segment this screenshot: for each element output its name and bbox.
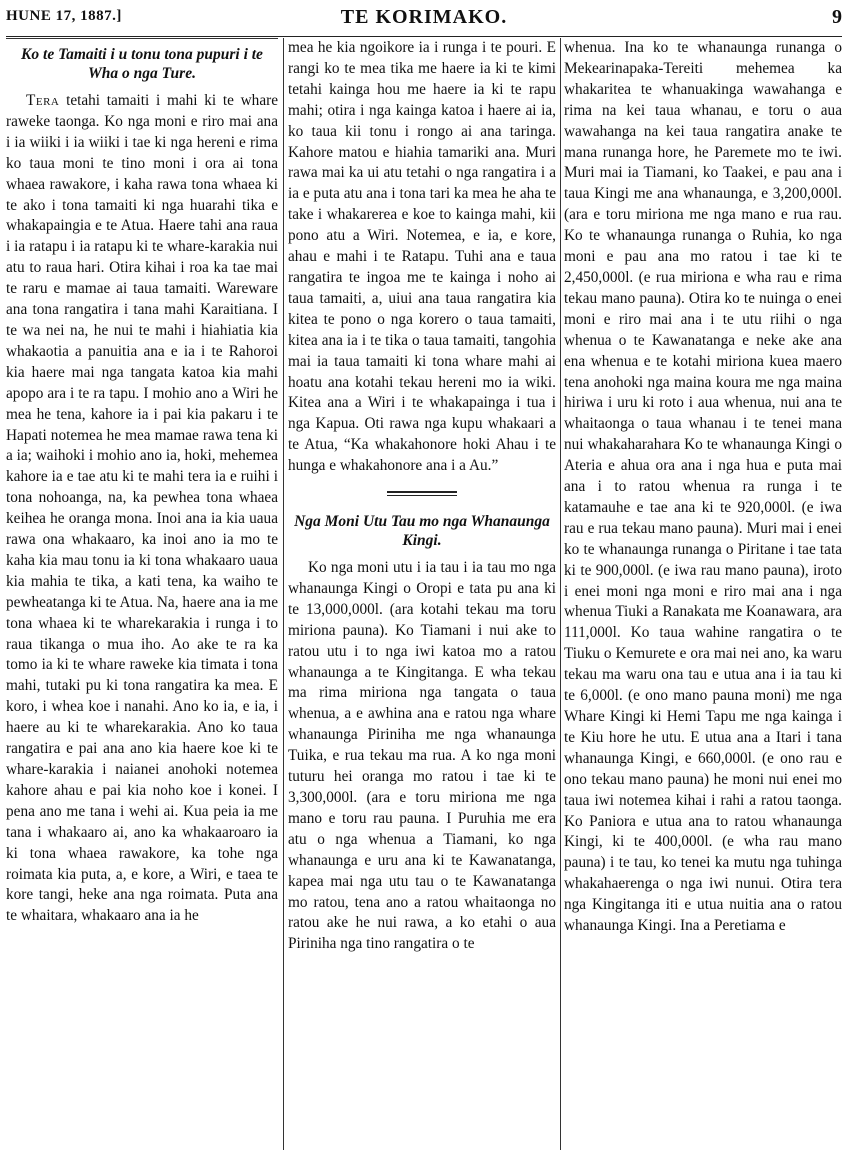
column-1 xyxy=(6,38,278,1150)
newspaper-title: TE KORIMAKO. xyxy=(340,6,508,28)
paragraph-text: tetahi tamaiti i mahi ki te whare raweke taonga. Ko nga moni e riro mai ana i ia wiiki i ia wiiki i tae ki nga hereni e rima ko taua moni te tino moni i ora ai tona whaea rawakore, i kaha rawa tona whaea ki te ako i tona tamaiti ki nga huarahi tika e whakapaingia e te Atua. Haere tahi ana raua i ia ratapu i ia ratapu ki te whare-karakia nui atu to raua hari. Otira kihai i roa ka tae mai te raru e mamae ai taua tamaiti. Wareware ana tona rangatira i tana mahi Karaitiana. I te wa nei na, he nui te mahi i hiahiatia kia whakaotia a panuitia ana e ia i te Rahoroi kia haere mai nga tangata katoa kia mahi apopo ara i te ra tapu. I mohio ano a Wiri he mea he tena, kahore ia i pai kia pakaru i te Hapati notemea he mea mamae rawa tena ki a ia; waihoki i mohio ano ia, hoki, mehemea kahore ia e tae atu ki te mahi tera ia e ruihi i tona nohoanga, na, ka pewhea tona whaea keihea he oranga mona. Inoi ana ia kia uaua rawa ona whakaaro, ka inoi ano ia mo te kaha kia mau tonu ia ki tona whakaaro uaua kia mahia te tika, a kati tena, ka waiho te pewheatanga ki te Atua. Na, haere ana ia me tona whaea ki te wharekarakia i runga i to raua tikanga o mua iho. Ao ake te ra ka tomo ia ki te whare raweke kia timata i tona mahi, tutaki pu ki tona rangatira ka mea. E koro, i whea koe i nanahi. Ano ko ia, e ia, i haere au ki te wharekarakia. Ano ko taua rangatira e pai ana ano kia haere koe ki te whare-karakia i naianei anohoki notemea kahore ahau e pai kia noho koe i konei. I pena ano me tana i wehi ai. Kua peia ia me tana i whakaaro ai, ano ka whakaaroaro ia ki tona whaea rawakore, ka tohe nga roimata kia puta, a, e kore, a Wiri, e taea te kore tangi, heke ana nga roimata. Puta ana te whaitara, whakaaro ana ia he xyxy=(6,92,278,925)
article-top-rule xyxy=(6,38,278,39)
column-3 xyxy=(564,38,842,1150)
article-paragraph: Ko nga moni utu i ia tau i ia tau mo nga whanaunga Kingi o Oropi e tata pu ana ki te 13,000,000l. (ara kotahi tekau ma toru miriona pauna). Ko Tiamani i nui ake to ratou utu i to nga iwi katoa mo a ratou whanaunga a te Kingitanga. E wha tekau ma rima miriona nga tangata o taua whenua, a e awhina ana e ratou nga whare whanaunga Piriniha me nga whanaunga Tuika, e rua tekau ma rua. A ko nga moni tuturu hei oranga mo ratou i tae ki te 3,300,000l. (ara e toru miriona me nga mano e toru rau pauna. I Puruhia me era atu o nga whenua a Tiamani, ko nga whanaunga e uru ana ki te Kawanatanga, kapea mai nga utu tau o te Kawanatanga mo ratou, tena ano a ratou whaitaonga no ratou ake he nui rawa, a ko etahi o aua Piriniha nga tino rangatira o te xyxy=(288,559,556,953)
article-title: Ko te Tamaiti i u tonu tona pupuri i te Wha o nga Ture. xyxy=(21,46,263,82)
article-paragraph xyxy=(6,91,278,927)
page-number: 9 xyxy=(832,6,842,28)
article-title: Nga Moni Utu Tau mo nga Whanaunga Kingi. xyxy=(294,513,550,550)
article-paragraph-continued: mea he kia ngoikore ia i runga i te pouri. E rangi ko te mea tika me haere ia ki te kimi tetahi kainga hou me haere ia ki te rapu mahi; otira i nga kainga katoa i haere ai ia, ko taua kii tonu i rongo ai ana taringa. Kahore matou e hiahia tamariki ana. Muri rawa mai ka ui atu tetahi o nga rangatira i a ia e puta atu ana i tona tari ka mea he aha te take i whakarerea e koe to kainga mahi, kii pono atu a Wiri. Notemea, e ia, e kore, ahau e mahi i te Ratapu. Tuhi ana e taua rangatira te ingoa me te kainga i noho ai taua tamaiti, a, uiui ana taua rangatira kia kitea te pono o nga korero o taua tamaiti, kitea ana ia i te tika o taua tamaiti, tangohia mai ia taua tamaiti ki tona whare mahi ai hoatu ana kotahi tekau hereni mo ia wiki. Kitea ana a Wiri i te whakapainga i tua i nga Kapua. Oti rawa nga kupu whakaari a te Atua, “Ka whakahonore hoki Ahau i te hunga e whakahonore ana i a Au.” xyxy=(288,39,556,475)
article-separator xyxy=(387,491,457,496)
page-header xyxy=(6,2,842,37)
column-2 xyxy=(288,38,556,1150)
drop-word: Tera xyxy=(26,92,60,109)
column-divider xyxy=(560,38,561,1150)
article-paragraph-continued: whenua. Ina ko te whanaunga runanga o Mekearinapaka-Tereiti mehemea ka whakaritea te whanuakinga wawahanga e rima na kei taua whanau, e toru o aua wawahanga na kei taua rangatira anake te mana runanga hore, he Paremete mo te iwi. Muri mai ia Tiamani, ko Taakei, e pau ana i taua Kingi me ana whanaunga, e 3,200,000l. (ara e toru miriona me nga mano e rua rau. Ko te whanaunga runanga o Ruhia, ko nga moni e pau ana mo ratou i tae ki te 2,450,000l. (e rua miriona e wha rau e rima tekau mano pauna). Otira ko te nuinga o enei moni e riro mai ana i te utu riihi o nga whenua o te Kawanatanga e neke ake ana ena whenua e te kotahi miriona kuea maero tena anohoki nga maina koura me nga maina hiriwa i uru ki roto i aua whenua, nui ana te whaitaonga o taua whanau i te tenei mana nui whakaharahara Ko te whanaunga Kingi o Ateria e ahua ora ana i nga hua e puta mai ana i to ratou whenua ra runga i te katamauhe e tae ana ki te 920,000l. (e iwa rau e rua tekau mano pauna). Muri mai i enei ko te whanaunga runanga o Piritane i tae tata ki te 900,000l. (e iwa rau mano pauna), iroto i enei moni nga moni e riro mai ana i nga whenua Tiuki a Ranakata me Koanawara, ara 111,000l. Ko taua wahine rangatira o te Tiuku o Kemurete e ora mai nei ano, ka waru tekau ma waru ona tau e utua ana i ia tau ki te 6,000l. (e ono mano pauna moni) me nga Whare Kingi ki Hemi Tapu me nga kainga i te Kiu hore he utu. E utua ana a Itari i tana whanaunga Kingi, e 660,000l. (e ono rau e ono tekau mano pauna) he moni nui enei mo taua iwi notemea kihai i rahi a ratou taonga. Ko Paniora e utua ana to ratou whanaunga Kingi, ki te 400,000l. (e wha rau mano pauna) i te tau, ko tenei ka mutu nga tuhinga whakahaerenga o nga iwi nunui. Otira tera nga Kingitanga iti e utua nuitia ana o ratou whanaunga Kingi. Ina a Peretiama e xyxy=(564,39,842,935)
column-divider xyxy=(283,38,284,1150)
issue-date: HUNE 17, 1887.] xyxy=(6,8,122,24)
